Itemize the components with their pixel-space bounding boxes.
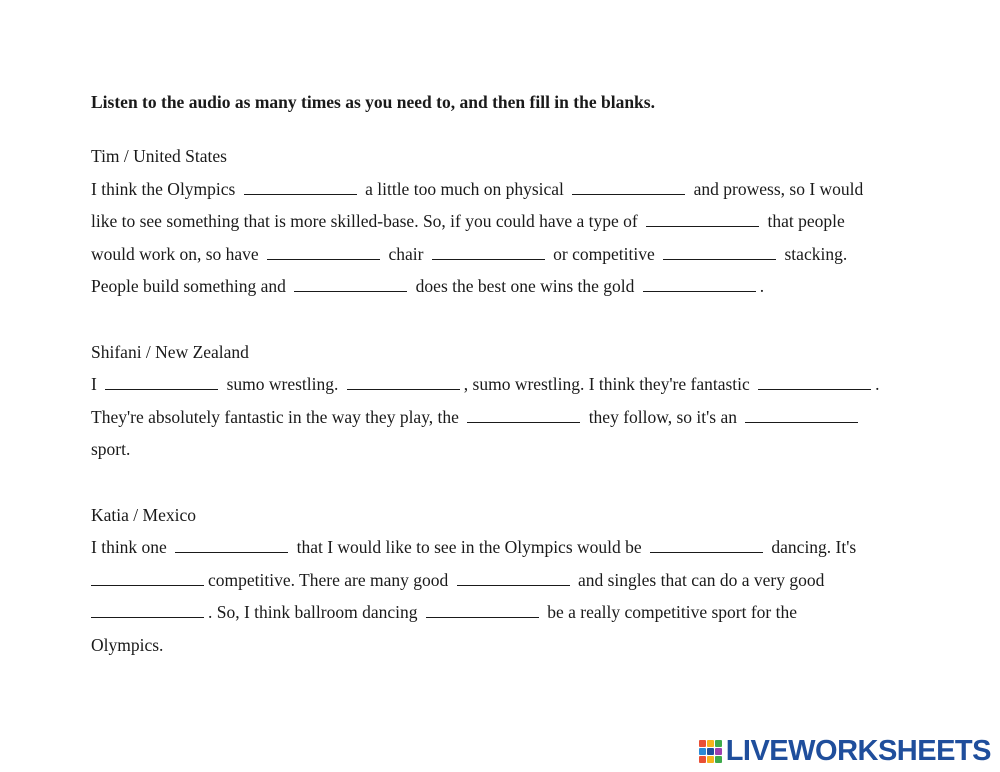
text-segment: competitive. There are many good bbox=[208, 569, 449, 590]
answer-blank[interactable] bbox=[432, 244, 545, 260]
answer-blank[interactable] bbox=[347, 374, 460, 390]
logo-block bbox=[715, 756, 722, 763]
answer-blank[interactable] bbox=[572, 179, 685, 195]
text-line bbox=[91, 270, 971, 303]
text-segment: I think the Olympics bbox=[91, 178, 236, 199]
liveworksheets-logo bbox=[699, 736, 991, 766]
text-segment: that I would like to see in the Olympics would be bbox=[296, 537, 642, 557]
text-segment: does the best one wins the gold bbox=[415, 276, 635, 296]
answer-blank[interactable] bbox=[646, 211, 759, 227]
text-segment: dancing. It's bbox=[771, 537, 857, 557]
text-line bbox=[91, 629, 971, 662]
logo-block bbox=[715, 748, 722, 755]
text-segment: sport. bbox=[91, 439, 131, 459]
text-segment: that people bbox=[767, 211, 845, 231]
text-segment: and prowess, so I would bbox=[693, 178, 864, 199]
answer-blank[interactable] bbox=[643, 276, 756, 292]
text-segment: would work on, so have bbox=[91, 243, 259, 264]
speaker-label: Tim / United States bbox=[91, 146, 227, 166]
text-segment: . So, I think ballroom dancing bbox=[208, 602, 418, 622]
instructions-heading: Listen to the audio as many times as you need to, and then fill in the blanks. bbox=[91, 92, 655, 112]
logo-block bbox=[707, 740, 714, 747]
logo-block bbox=[699, 740, 706, 747]
text-segment: they follow, so it's an bbox=[588, 406, 738, 427]
text-segment: a little too much on physical bbox=[365, 178, 564, 199]
text-segment: . bbox=[759, 276, 765, 296]
text-line bbox=[91, 531, 971, 564]
logo-block bbox=[699, 748, 706, 755]
text-segment: I think one bbox=[91, 537, 167, 557]
answer-blank[interactable] bbox=[267, 244, 380, 260]
text-segment: They're absolutely fantastic in the way they play, the bbox=[91, 406, 459, 427]
answer-blank[interactable] bbox=[745, 407, 858, 423]
text-segment: or competitive bbox=[553, 243, 655, 264]
answer-blank[interactable] bbox=[426, 602, 539, 618]
logo-block bbox=[715, 740, 722, 747]
answer-blank[interactable] bbox=[294, 276, 407, 292]
text-segment: , sumo wrestling. I think they're fantastic bbox=[463, 374, 750, 394]
answer-blank[interactable] bbox=[650, 537, 763, 553]
answer-blank[interactable] bbox=[105, 374, 218, 390]
answer-blank[interactable] bbox=[91, 570, 204, 586]
text-segment: People build something and bbox=[91, 276, 286, 296]
answer-blank[interactable] bbox=[244, 179, 357, 195]
text-segment: . bbox=[875, 374, 880, 394]
text-line bbox=[91, 368, 971, 401]
answer-blank[interactable] bbox=[663, 244, 776, 260]
logo-block bbox=[707, 756, 714, 763]
answer-blank[interactable] bbox=[758, 374, 871, 390]
answer-blank[interactable] bbox=[457, 570, 570, 586]
worksheet bbox=[91, 90, 971, 661]
speaker-label: Shifani / New Zealand bbox=[91, 341, 249, 362]
text-line bbox=[91, 205, 971, 238]
text-line bbox=[91, 564, 971, 597]
section-katia bbox=[91, 499, 971, 662]
text-line bbox=[91, 401, 971, 434]
text-segment: Olympics. bbox=[91, 634, 164, 655]
logo-text: LIVEWORKSHEETS bbox=[725, 734, 991, 767]
text-segment: stacking. bbox=[784, 243, 848, 264]
text-segment: be a really competitive sport for the bbox=[547, 602, 798, 622]
answer-blank[interactable] bbox=[175, 537, 288, 553]
logo-blocks-icon bbox=[699, 740, 722, 763]
text-segment: like to see something that is more skilled-base. So, if you could have a type of bbox=[91, 211, 638, 231]
answer-blank[interactable] bbox=[467, 407, 580, 423]
logo-block bbox=[707, 748, 714, 755]
text-segment: and singles that can do a very good bbox=[577, 569, 825, 590]
text-segment: I bbox=[91, 374, 97, 394]
section-tim bbox=[91, 140, 971, 303]
text-line bbox=[91, 596, 971, 629]
text-line bbox=[91, 433, 971, 466]
text-line bbox=[91, 173, 971, 206]
speaker-label: Katia / Mexico bbox=[91, 504, 196, 525]
text-line bbox=[91, 238, 971, 271]
text-segment: chair bbox=[388, 243, 424, 264]
text-segment: sumo wrestling. bbox=[226, 374, 339, 394]
logo-block bbox=[699, 756, 706, 763]
answer-blank[interactable] bbox=[91, 602, 204, 618]
section-shifani bbox=[91, 336, 971, 466]
